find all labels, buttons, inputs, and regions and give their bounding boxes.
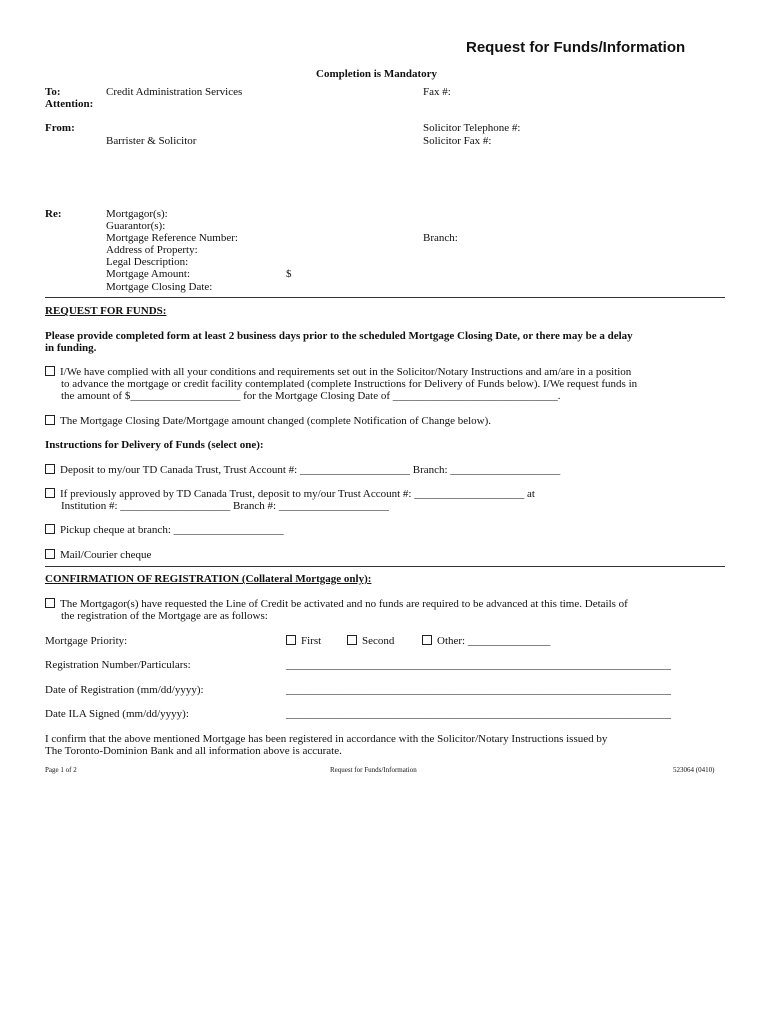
mortgage-priority-label: Mortgage Priority:: [45, 635, 128, 647]
option1-line-3: the amount of $____________________ for the Mortgage Closing Date of ______________________________.: [61, 390, 561, 402]
option-pickup: [45, 524, 284, 537]
guarantors-label: Guarantor(s):: [106, 220, 166, 232]
registration-number-label: Registration Number/Particulars:: [45, 659, 191, 671]
mail-checkbox[interactable]: [45, 549, 55, 559]
mortgagors-label: Mortgagor(s):: [106, 208, 168, 220]
previously-approved-line-2: Institution #: ____________________ Branch #: ____________________: [61, 500, 389, 512]
solicitor-fax-label: Solicitor Fax #:: [423, 135, 492, 147]
date-registration-label: Date of Registration (mm/dd/yyyy):: [45, 684, 204, 696]
previously-approved-checkbox[interactable]: [45, 488, 55, 498]
to-value: Credit Administration Services: [106, 86, 243, 98]
deposit-checkbox[interactable]: [45, 464, 55, 474]
pickup-checkbox[interactable]: [45, 524, 55, 534]
loc-line-1: The Mortgagor(s) have requested the Line of Credit be activated and no funds are required to be advanced at this time. Details of: [60, 598, 628, 610]
priority-other: [422, 635, 550, 648]
second-checkbox[interactable]: [347, 635, 357, 645]
notice-line-2: in funding.: [45, 342, 97, 354]
mortgage-closing-date-label: Mortgage Closing Date:: [106, 281, 213, 293]
mortgage-amount-label: Mortgage Amount:: [106, 268, 191, 280]
second-label: Second: [362, 635, 395, 647]
priority-second: [347, 635, 394, 648]
attention-label: Attention:: [45, 98, 94, 110]
date-ila-field[interactable]: ______________________________________________________________________: [286, 708, 671, 720]
page-number: Page 1 of 2: [45, 766, 77, 774]
line-of-credit-checkbox[interactable]: [45, 598, 55, 608]
option1-line-2: to advance the mortgage or credit facility contemplated (complete Instructions for Delivery of Funds below). I/We request funds in: [61, 378, 638, 390]
to-label: To:: [45, 86, 61, 98]
option1-line-1: I/We have complied with all your conditions and requirements set out in the Solicitor/Notary Instructions and am/are in a position: [60, 366, 632, 378]
loc-line-2: the registration of the Mortgage are as follows:: [61, 610, 268, 622]
date-registration-field[interactable]: ______________________________________________________________________: [286, 684, 671, 696]
confirm-line-1: I confirm that the above mentioned Mortgage has been registered in accordance with the Solicitor/Notary Instructions issued by: [45, 733, 608, 745]
mortgage-reference-label: Mortgage Reference Number:: [106, 232, 238, 244]
previously-approved-line-1: If previously approved by TD Canada Trust, deposit to my/our Trust Account #: ____________________ at: [60, 488, 535, 500]
date-changed-checkbox[interactable]: [45, 415, 55, 425]
branch-label: Branch:: [423, 232, 458, 244]
confirmation-heading: CONFIRMATION OF REGISTRATION (Collateral Mortgage only):: [45, 573, 372, 585]
first-checkbox[interactable]: [286, 635, 296, 645]
first-label: First: [301, 635, 322, 647]
mortgage-amount-dollar: $: [286, 268, 292, 280]
request-for-funds-heading: REQUEST FOR FUNDS:: [45, 305, 167, 317]
legal-description-label: Legal Description:: [106, 256, 189, 268]
other-checkbox[interactable]: [422, 635, 432, 645]
date-ila-label: Date ILA Signed (mm/dd/yyyy):: [45, 708, 189, 720]
option2-text: The Mortgage Closing Date/Mortgage amount changed (complete Notification of Change below).: [60, 415, 492, 427]
delivery-heading: Instructions for Delivery of Funds (select one):: [45, 439, 264, 451]
funds-request-checkbox[interactable]: [45, 366, 55, 376]
completion-mandatory-note: Completion is Mandatory: [316, 68, 437, 80]
page-title: Request for Funds/Information: [466, 39, 686, 56]
section-divider: [45, 297, 725, 298]
solicitor-telephone-label: Solicitor Telephone #:: [423, 122, 521, 134]
option-deposit: [45, 464, 560, 477]
pickup-text: Pickup cheque at branch: ____________________: [60, 524, 284, 536]
confirm-line-2: The Toronto-Dominion Bank and all information above is accurate.: [45, 745, 342, 757]
option-date-changed: [45, 415, 491, 428]
section-divider: [45, 566, 725, 567]
registration-number-field[interactable]: ______________________________________________________________________: [286, 659, 671, 671]
notice-line-1: Please provide completed form at least 2 business days prior to the scheduled Mortgage Closing Date, or there may be a delay: [45, 330, 633, 342]
re-label: Re:: [45, 208, 62, 220]
property-address-label: Address of Property:: [106, 244, 198, 256]
priority-first: [286, 635, 321, 648]
fax-label: Fax #:: [423, 86, 451, 98]
option-mail: [45, 549, 151, 562]
footer-title: Request for Funds/Information: [330, 766, 417, 774]
mail-text: Mail/Courier cheque: [60, 549, 152, 561]
deposit-text: Deposit to my/our TD Canada Trust, Trust Account #: ____________________ Branch: ____________________: [60, 464, 561, 476]
form-code: 523064 (0410): [673, 766, 715, 774]
other-label: Other: _______________: [437, 635, 551, 647]
from-label: From:: [45, 122, 75, 134]
from-value: Barrister & Solicitor: [106, 135, 197, 147]
